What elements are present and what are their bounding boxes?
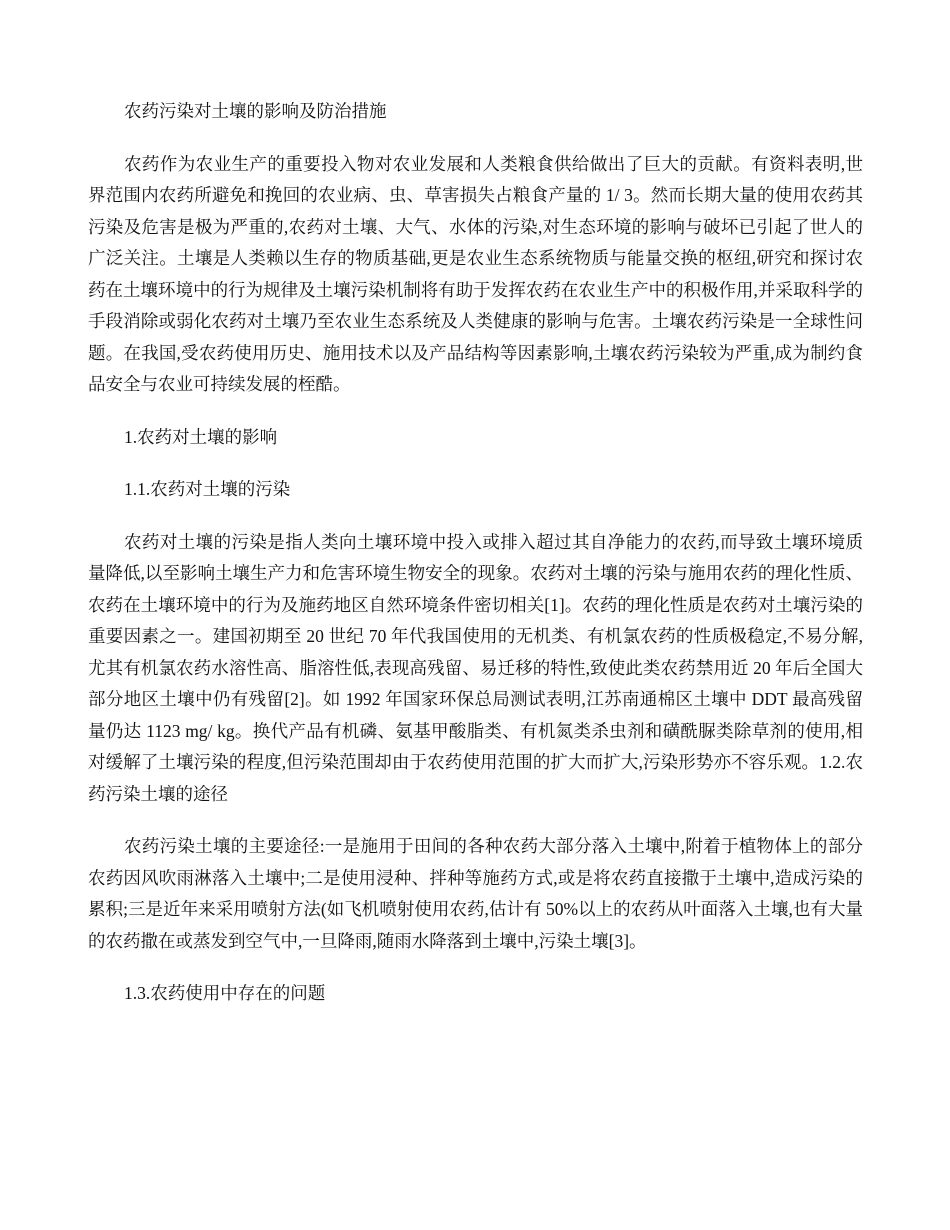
document-title: 农药污染对土壤的影响及防治措施	[124, 101, 387, 121]
section-heading-1: 1.农药对土壤的影响	[124, 426, 278, 447]
section-heading-1-3: 1.3.农药使用中存在的问题	[124, 983, 326, 1003]
section-heading-1-1: 1.1.农药对土壤的污染	[124, 479, 291, 499]
section-1-1-paragraph: 农药对土壤的污染是指人类向土壤环境中投入或排入超过其自净能力的农药,而导致土壤环境质量降低,以至影响土壤生产力和危害环境生物安全的现象。农药对土壤的污染与施用农药的理化性质、农药在土壤环境中的行为及施药地区自然环境条件密切相关[1]。农药的理化性质是农药对土壤污染的重要因素之一。建国初期至 20 世纪 70 年代我国使用的无机类、有机氯农药的性质极稳定,不易分解,尤其有机氯农药水溶性高、脂溶性低,表现高残留、易迁移的特性,致使此类农药禁用近 20 年后全国大部分地区土壤中仍有残留[2]。如 1992 年国家环保总局测试表明,江苏南通棉区土壤中 DDT 最高残留量仍达 1123 mg/ kg。换代产品有机磷、氨基甲酸脂类、有机氮类杀虫剂和磺酰脲类除草剂的使用,相对缓解了土壤污染的程度,但污染范围却由于农药使用范围的扩大而扩大,污染形势亦不容乐观。1.2.农药污染土壤的途径	[88, 531, 863, 804]
intro-paragraph: 农药作为农业生产的重要投入物对农业发展和人类粮食供给做出了巨大的贡献。有资料表明,世界范围内农药所避免和挽回的农业病、虫、草害损失占粮食产量的 1/ 3。然而长期大量的使用农药其污染及危害是极为严重的,农药对土壤、大气、水体的污染,对生态环境的影响与破坏已引起了世人的广泛关注。土壤是人类赖以生存的物质基础,更是农业生态系统物质与能量交换的枢纽,研究和探讨农药在土壤环境中的行为规律及土壤污染机制将有助于发挥农药在农业生产中的积极作用,并采取科学的手段消除或弱化农药对土壤乃至农业生态系统及人类健康的影响与危害。土壤农药污染是一全球性问题。在我国,受农药使用历史、施用技术以及产品结构等因素影响,土壤农药污染较为严重,成为制约食品安全与农业可持续发展的桎酷。	[88, 153, 863, 394]
section-1-2-paragraph: 农药污染土壤的主要途径:一是施用于田间的各种农药大部分落入土壤中,附着于植物体上的部分农药因风吹雨淋落入土壤中;二是使用浸种、拌种等施药方式,或是将农药直接撒于土壤中,造成污染的累积;三是近年来采用喷射方法(如飞机喷射使用农药,估计有 50%以上的农药从叶面落入土壤,也有大量的农药撒在或蒸发到空气中,一旦降雨,随雨水降落到土壤中,污染土壤[3]。	[88, 836, 863, 951]
document-page	[88, 96, 863, 1031]
